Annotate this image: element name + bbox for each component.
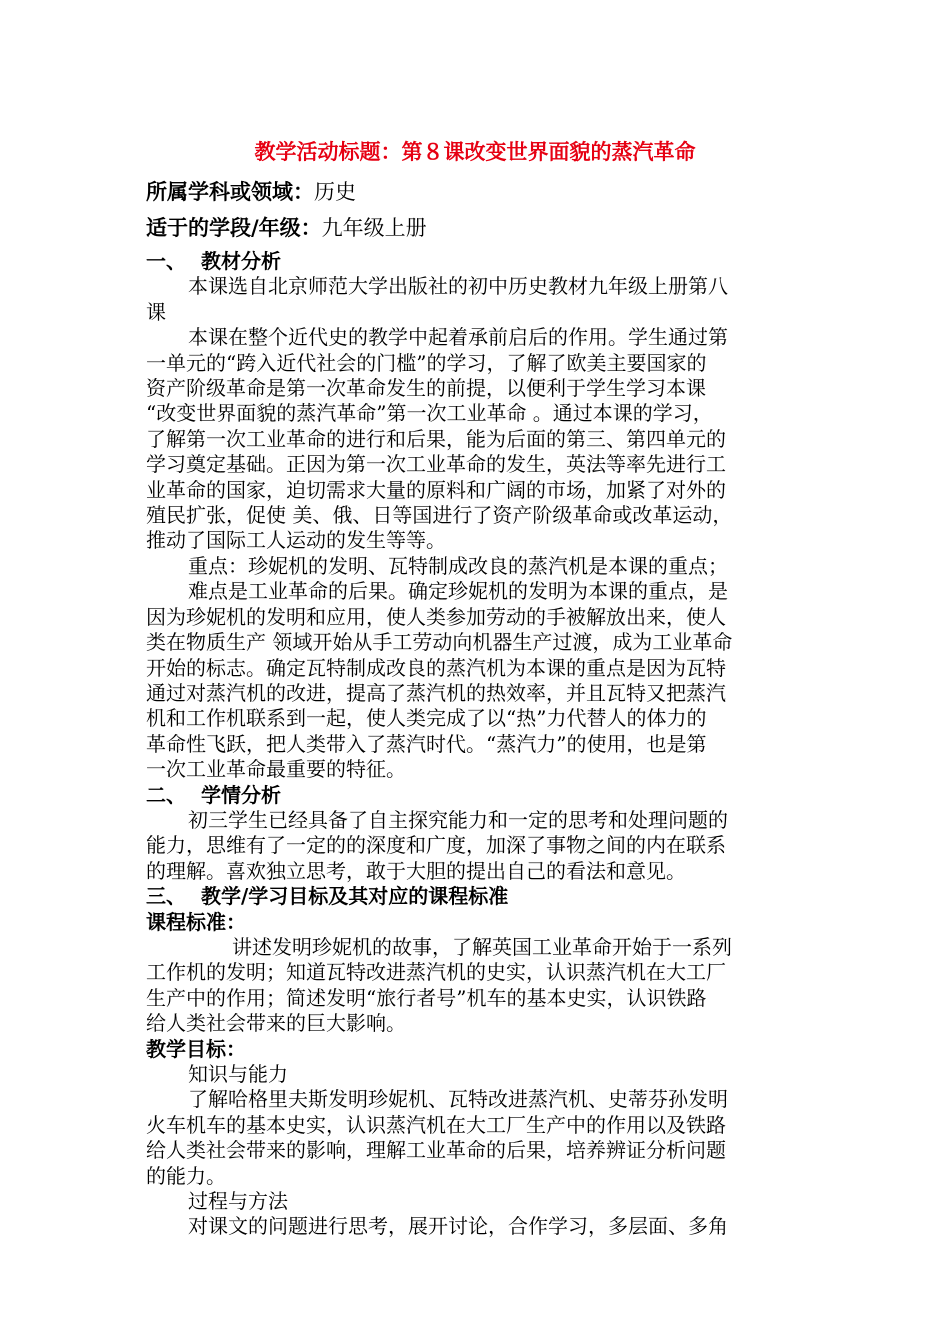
text-line: 推动了国际工人运动的发生等等。 bbox=[146, 528, 446, 553]
subject-line bbox=[146, 176, 356, 206]
text-line: 课 bbox=[146, 299, 166, 324]
text-line: 因为珍妮机的发明和应用，使人类参加劳动的手被解放出来，使人 bbox=[146, 604, 726, 629]
text-line: 的能力。 bbox=[146, 1163, 226, 1188]
text-line: 给人类社会带来的巨大影响。 bbox=[146, 1011, 406, 1036]
text-line: 学习奠定基础。正因为第一次工业革命的发生，英法等率先进行工 bbox=[146, 452, 726, 477]
text-line: 本课选自北京师范大学出版社的初中历史教材九年级上册第八 bbox=[188, 274, 728, 299]
subject-label: 所属学科或领域： bbox=[146, 180, 314, 204]
text-line: 机和工作机联系到一起，使人类完成了以“热”力代替人的体力的 bbox=[146, 706, 707, 731]
text-line: 工作机的发明；知道瓦特改进蒸汽机的史实，认识蒸汽机在大工厂 bbox=[146, 960, 726, 985]
text-line: 一次工业革命最重要的特征。 bbox=[146, 757, 406, 782]
page-title: 教学活动标题：第８课改变世界面貌的蒸汽革命 bbox=[254, 140, 696, 164]
text-line: 殖民扩张，促使 美、俄、日等国进行了资产阶级革命或改革运动， bbox=[146, 503, 733, 528]
text-line: “改变世界面貌的蒸汽革命”第一次工业革命 。通过本课的学习， bbox=[146, 401, 713, 426]
text-line: 资产阶级革命是第一次革命发生的前提，以便利于学生学习本课 bbox=[146, 376, 706, 401]
section-heading-1: 一、 教材分析 bbox=[146, 249, 281, 273]
text-line: 生产中的作用；简述发明“旅行者号”机车的基本史实，认识铁路 bbox=[146, 985, 707, 1010]
document-body bbox=[146, 249, 806, 1240]
text-line: 了解哈格里夫斯发明珍妮机、瓦特改进蒸汽机、史蒂芬孙发明 bbox=[188, 1087, 728, 1112]
text-line: 业革命的国家，迫切需求大量的原料和广阔的市场，加紧了对外的 bbox=[146, 477, 726, 502]
curriculum-standard-label: 课程标准： bbox=[146, 909, 246, 934]
text-line: 火车机车的基本史实，认识蒸汽机在大工厂生产中的作用以及铁路 bbox=[146, 1112, 726, 1137]
text-line: 给人类社会带来的影响，理解工业革命的后果，培养辨证分析问题 bbox=[146, 1138, 726, 1163]
subheading-process: 过程与方法 bbox=[188, 1189, 288, 1214]
text-line: 重点：珍妮机的发明、瓦特制成改良的蒸汽机是本课的重点； bbox=[188, 553, 728, 578]
text-line: 了解第一次工业革命的进行和后果，能为后面的第三、第四单元的 bbox=[146, 426, 726, 451]
text-line: 能力，思维有了一定的的深度和广度，加深了事物之间的内在联系 bbox=[146, 833, 726, 858]
grade-value: 九年级上册 bbox=[321, 216, 427, 240]
text-line: 革命性飞跃，把人类带入了蒸汽时代。“蒸汽力”的使用，也是第 bbox=[146, 731, 707, 756]
text-line: 初三学生已经具备了自主探究能力和一定的思考和处理问题的 bbox=[188, 807, 728, 832]
grade-line bbox=[146, 212, 427, 242]
subheading-knowledge: 知识与能力 bbox=[188, 1062, 288, 1086]
text-line: 类在物质生产 领域开始从手工劳动向机器生产过渡，成为工业革命 bbox=[146, 630, 733, 655]
section-heading-3: 三、 教学/学习目标及其对应的课程标准 bbox=[146, 884, 509, 909]
teaching-goal-label: 教学目标： bbox=[146, 1036, 246, 1061]
text-line: 的理解。喜欢独立思考，敢于大胆的提出自己的看法和意见。 bbox=[146, 858, 686, 883]
text-line: 本课在整个近代史的教学中起着承前启后的作用。学生通过第 bbox=[188, 325, 728, 350]
text-line: 对课文的问题进行思考，展开讨论，合作学习，多层面、多角 bbox=[188, 1214, 728, 1239]
text-line: 难点是工业革命的后果。确定珍妮机的发明为本课的重点，是 bbox=[188, 579, 728, 604]
section-heading-2: 二、 学情分析 bbox=[146, 782, 281, 807]
text-line: 一单元的“跨入近代社会的门槛”的学习，了解了欧美主要国家的 bbox=[146, 350, 707, 375]
text-line: 开始的标志。确定瓦特制成改良的蒸汽机为本课的重点是因为瓦特 bbox=[146, 655, 726, 680]
grade-label: 适于的学段/年级： bbox=[146, 216, 322, 240]
text-line: 讲述发明珍妮机的故事，了解英国工业革命开始于一系列 bbox=[232, 934, 732, 959]
subject-value: 历史 bbox=[314, 180, 356, 204]
text-line: 通过对蒸汽机的改进，提高了蒸汽机的热效率，并且瓦特又把蒸汽 bbox=[146, 680, 726, 705]
